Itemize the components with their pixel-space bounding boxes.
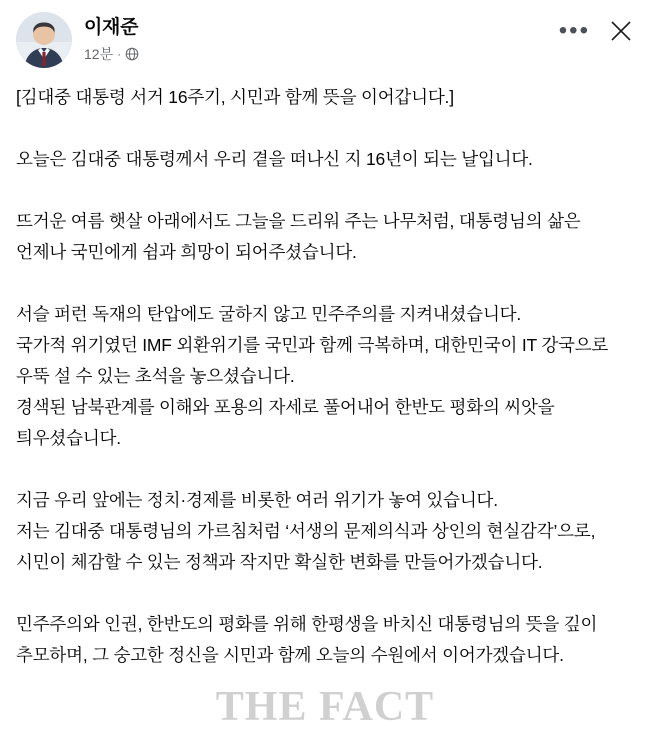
post-body [0, 78, 650, 671]
post-paragraph: [김대중 대통령 서거 16주기, 시민과 함께 뜻을 이어갑니다.] [16, 87, 454, 107]
post-paragraph: 민주주의와 인권, 한반도의 평화를 위해 한평생을 바치신 대통령님의 뜻을 깊이 추모하며, 그 숭고한 정신을 시민과 함께 오늘의 수원에서 이어가겠습니다. [16, 614, 602, 665]
post-paragraph: 뜨거운 여름 햇살 아래에서도 그늘을 드리워 주는 나무처럼, 대통령님의 삶은 언제나 국민에게 쉼과 희망이 되어주셨습니다. [16, 211, 586, 262]
paragraph-spacer [16, 578, 634, 609]
post-header [0, 0, 650, 78]
post-paragraph: 지금 우리 앞에는 정치·경제를 비롯한 여러 위기가 놓여 있습니다. [16, 490, 498, 510]
watermark [0, 683, 650, 731]
globe-icon[interactable] [125, 47, 139, 61]
post-paragraph: 오늘은 김대중 대통령께서 우리 곁을 떠나신 지 16년이 되는 날입니다. [16, 149, 533, 169]
post-paragraph: 국가적 위기였던 IMF 외환위기를 국민과 함께 극복하며, 대한민국이 IT 강국으로 우뚝 설 수 있는 초석을 놓으셨습니다. [16, 335, 613, 386]
close-icon[interactable] [608, 18, 634, 44]
watermark-text: THE FACT [215, 684, 435, 730]
post-paragraph: 저는 김대중 대통령님의 가르침처럼 ‘서생의 문제의식과 상인의 현실감각’으로, 시민이 체감할 수 있는 정책과 작지만 확실한 변화를 만들어가겠습니다. [16, 521, 600, 572]
paragraph-spacer [16, 454, 634, 485]
more-options-icon[interactable]: ••• [558, 17, 590, 44]
author-block [84, 12, 559, 62]
meta-separator: · [117, 47, 122, 61]
paragraph-spacer [16, 268, 634, 299]
header-actions [559, 12, 634, 44]
paragraph-spacer [16, 113, 634, 144]
avatar[interactable] [16, 12, 72, 68]
post-timestamp[interactable]: 12분 [84, 46, 114, 62]
post-paragraph: 서슬 퍼런 독재의 탄압에도 굴하지 않고 민주주의를 지켜내셨습니다. [16, 304, 522, 324]
paragraph-spacer [16, 175, 634, 206]
post-meta [84, 46, 559, 62]
post-paragraph: 경색된 남북관계를 이해와 포용의 자세로 풀어내어 한반도 평화의 씨앗을 틔우셨습니다. [16, 397, 560, 448]
author-name[interactable]: 이재준 [84, 17, 139, 38]
